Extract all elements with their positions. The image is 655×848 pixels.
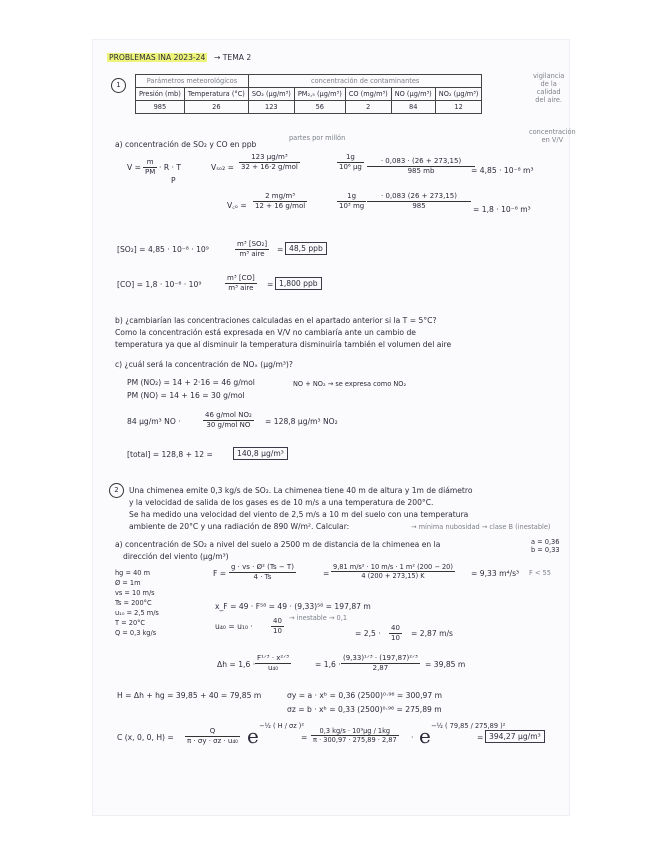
side-note-line: del aire. <box>535 96 563 104</box>
side-note-line: de la <box>540 80 557 88</box>
denominator: 2,87 <box>372 664 389 672</box>
p2-statement-line: y la velocidad de salida de los gases es de 10 m/s a una temperatura de 200°C. <box>129 498 434 507</box>
vso2-frac-3 <box>367 157 475 176</box>
table-cell: 123 <box>248 101 294 114</box>
p2-statement-line: Se ha medido una velocidad del viento de 2,5 m/s a 10 m del suelo con una temperatura <box>129 510 469 519</box>
side-note-line: en V/V <box>541 136 564 144</box>
denominator: PM <box>145 168 156 176</box>
equals-sign: = <box>277 245 284 254</box>
side-note-line: calidad <box>536 88 561 96</box>
vco-result: = 1,8 · 10⁻⁶ m³ <box>473 205 531 214</box>
denominator: u₄₀ <box>267 664 279 672</box>
p1-b-line: temperatura ya que al disminuir la temperatura disminuiría también el volumen del aire <box>115 340 452 349</box>
given-item: u₁₀ = 2,5 m/s <box>115 609 159 617</box>
so2-ppb-lhs: [SO₂] = 4,85 · 10⁻⁸ · 10⁹ <box>117 245 209 254</box>
p2-a-line: a) concentración de SO₂ a nivel del suelo a 2500 m de distancia de la chimenea en la <box>115 540 441 549</box>
denominator: 30 g/mol NO <box>206 421 251 429</box>
notebook-page <box>93 40 576 815</box>
p1-c-title: c) ¿cuál será la concentración de NOₓ (μg/m³)? <box>115 360 293 369</box>
dh-frac-1 <box>255 654 291 673</box>
side-note-2 <box>529 128 576 144</box>
c-result: 394,27 μg/m³ <box>485 730 545 743</box>
p2-statement-line: ambiente de 20°C y una radiación de 890 W/m². Calcular: <box>129 522 350 531</box>
u40-result: = 2,87 m/s <box>411 629 454 638</box>
table-header-cell: Temperatura (°C) <box>184 88 248 101</box>
c-conv-frac <box>203 411 254 430</box>
numerator: 0,3 kg/s · 10⁹μg / 1kg <box>311 727 399 736</box>
table-header-cell: SO₂ (μg/m³) <box>248 88 294 101</box>
numerator: 9,81 m/s² · 10 m/s · 1 m² (200 − 20) <box>333 563 453 571</box>
table-cell: 2 <box>345 101 391 114</box>
denominator: π · σy · σz · u₄₀ <box>187 737 238 745</box>
u40-frac <box>271 617 284 636</box>
numerator: · 0,083 (26 + 273,15) <box>367 192 471 202</box>
dh-frac-2 <box>341 654 420 673</box>
u40-lhs: u₄₀ = u₁₀ · <box>215 622 253 631</box>
table-group-pollutants: concentración de contaminantes <box>248 75 482 88</box>
c-conv-rhs: = 128,8 μg/m³ NO₂ <box>265 417 338 426</box>
denominator: 985 <box>412 202 426 210</box>
vco-label: V꜀ₒ = <box>227 201 247 210</box>
u40-frac-2 <box>389 624 402 643</box>
problem-2-number: 2 <box>109 483 124 498</box>
given-item: Ø = 1m <box>115 579 141 587</box>
denominator: 985 mb <box>407 167 435 175</box>
p1-c-note: NO + NO₂ → se expresa como NO₂ <box>293 380 407 388</box>
flux-lhs: F = <box>213 569 227 578</box>
numerator: m³ [SO₂] <box>237 240 268 248</box>
p1-b-line: b) ¿cambiarían las concentraciones calculadas en el apartado anterior si la T = 5°C? <box>115 316 437 325</box>
numerator: · 0,083 · (26 + 273,15) <box>367 157 475 167</box>
table-cell: 26 <box>184 101 248 114</box>
multiply-sign: · <box>411 733 414 742</box>
p1-b-line: Como la concentración está expresada en V/V no cambiaría ante un cambio de <box>115 328 416 337</box>
table-header-cell: Presión (mb) <box>136 88 185 101</box>
ideal-gas-p: P <box>171 176 176 185</box>
page-topic: → TEMA 2 <box>214 53 252 62</box>
vso2-label: Vₛₒ₂ = <box>211 163 234 172</box>
c-frac-2 <box>311 727 399 744</box>
exp-symbol: e <box>247 724 259 748</box>
coef-line: b = 0,33 <box>531 546 560 554</box>
denominator: 10 <box>391 634 400 642</box>
c-exponent-2: −½ ( 79,85 / 275,89 )² <box>431 722 506 730</box>
side-note-line: concentración <box>529 128 576 136</box>
denominator: 4 · Ts <box>253 573 272 581</box>
equals-sign: = <box>323 569 330 578</box>
denominator: 32 + 16·2 g/mol <box>241 163 298 171</box>
given-item: Ts = 200°C <box>115 599 152 607</box>
page-title: PROBLEMAS INA 2023-24 <box>109 53 206 62</box>
co-ppb-result: 1,800 ppb <box>275 277 322 290</box>
table-header-row <box>136 88 482 101</box>
co-ppb-lhs: [CO] = 1,8 · 10⁻⁶ · 10⁹ <box>117 280 202 289</box>
p2-a-line: dirección del viento (μg/m³) <box>123 552 229 561</box>
side-note-line: vigilancia <box>533 72 565 80</box>
p1-c-line: PM (NO) = 14 + 16 = 30 g/mol <box>127 391 245 400</box>
denominator: 4 (200 + 273,15) K <box>361 572 425 580</box>
sigma-y-line: σy = a · xᵇ = 0,36 (2500)⁰·⁹⁶ = 300,97 m <box>287 691 443 700</box>
numerator: 1g <box>337 153 364 163</box>
vco-frac-1 <box>253 192 307 211</box>
xf-line: x_F = 49 · F⁵⁸ = 49 · (9,33)⁵⁸ = 197,87 m <box>215 602 371 611</box>
exp-symbol: e <box>419 724 431 748</box>
parameters-table <box>135 74 482 114</box>
p1-c-line: PM (NO₂) = 14 + 2·16 = 46 g/mol <box>127 378 255 387</box>
vso2-frac-1 <box>239 153 300 172</box>
problem-1-number: 1 <box>111 78 126 93</box>
u40-note: → inestable → 0,1 <box>289 614 348 622</box>
denominator: 10⁶ μg <box>339 163 362 171</box>
denominator: 12 + 16 g/mol <box>255 202 306 210</box>
flux-frac-1 <box>229 563 296 582</box>
c-total-result: 140,8 μg/m³ <box>233 447 288 460</box>
flux-frac-2 <box>331 563 455 580</box>
givens-list <box>115 568 159 638</box>
table-cell: 56 <box>294 101 345 114</box>
numerator: Q <box>185 727 240 737</box>
denominator: m³ aire <box>239 250 265 258</box>
numerator: 40 <box>273 617 282 625</box>
table-header-cell: PM₂,₅ (μg/m³) <box>294 88 345 101</box>
given-item: Q = 0,3 kg/s <box>115 629 157 637</box>
c-frac-1 <box>185 727 240 746</box>
flux-note: F < 55 <box>529 569 551 577</box>
table-cell: 12 <box>435 101 482 114</box>
ideal-gas-rt: · R · T <box>159 163 181 172</box>
table-row <box>136 101 482 114</box>
ideal-gas-fraction <box>143 158 157 177</box>
table-header-cell: CO (mg/m³) <box>345 88 391 101</box>
denominator: π · 300,97 · 275,89 · 2,87 <box>313 736 397 744</box>
table-cell: 84 <box>391 101 435 114</box>
numerator: 1g <box>337 192 366 202</box>
vso2-result: = 4,85 · 10⁻⁸ m³ <box>471 166 534 175</box>
numerator: g · vs · Ø² (Ts − T) <box>231 563 294 571</box>
given-item: vs = 10 m/s <box>115 589 155 597</box>
p1-a-title: a) concentración de SO₂ y CO en ppb <box>115 140 257 149</box>
sigma-z-line: σz = b · xᵇ = 0,33 (2500)⁰·⁹⁶ = 275,89 m <box>287 705 442 714</box>
c-lhs: C (x, 0, 0, H) = <box>117 733 174 742</box>
denominator: 10³ mg <box>339 202 365 210</box>
numerator: F¹ᐟ³ · x²ᐟ³ <box>257 654 289 662</box>
c-conv-lhs: 84 μg/m³ NO · <box>127 417 181 426</box>
flux-result: = 9,33 m⁴/s³ <box>471 569 520 578</box>
table-group-meteo: Parámetros meteorológicos <box>136 75 249 88</box>
equals-sign: = <box>477 733 484 742</box>
c-exponent: −½ ( H / σz )² <box>259 722 305 730</box>
numerator: (9,33)¹ᐟ³ · (197,87)²ᐟ³ <box>343 654 418 662</box>
numerator: 40 <box>391 624 400 632</box>
stability-note: → mínima nubosidad → clase B (inestable) <box>411 523 551 531</box>
numerator: m <box>143 158 157 168</box>
table-header-cell: NO (μg/m³) <box>391 88 435 101</box>
numerator: 2 mg/m³ <box>253 192 307 202</box>
numerator: 123 μg/m³ <box>239 153 300 163</box>
denominator: 10 <box>273 627 282 635</box>
c-total-lhs: [total] = 128,8 + 12 = <box>127 450 213 459</box>
numerator: 46 g/mol NO₂ <box>205 411 252 419</box>
coef-note <box>531 538 560 554</box>
h-line: H = Δh + hg = 39,85 + 40 = 79,85 m <box>117 691 262 700</box>
equals-sign: = <box>301 733 308 742</box>
dh-result: = 39,85 m <box>425 660 466 669</box>
coef-line: a = 0,36 <box>531 538 560 546</box>
ideal-gas-lhs: V = <box>127 163 141 172</box>
equals-sign: = <box>267 280 274 289</box>
u40-rhs-pre: = 2,5 · <box>355 629 381 638</box>
p2-statement-line: Una chimenea emite 0,3 kg/s de SO₂. La chimenea tiene 40 m de altura y 1m de diámetro <box>129 486 473 495</box>
co-ppb-frac <box>225 274 257 293</box>
table-header-cell: NO₂ (μg/m³) <box>435 88 482 101</box>
denominator: m³ aire <box>228 284 254 292</box>
given-item: T = 20°C <box>115 619 146 627</box>
so2-ppb-frac <box>235 240 269 259</box>
so2-ppb-result: 48,5 ppb <box>285 242 327 255</box>
table-cell: 985 <box>136 101 185 114</box>
dh-lhs: Δh = 1,6 · <box>217 660 256 669</box>
numerator: m³ [CO] <box>227 274 255 282</box>
p1-a-note: partes por millón <box>289 134 346 142</box>
vso2-frac-2 <box>337 153 364 172</box>
vco-frac-3 <box>367 192 471 211</box>
vco-frac-2 <box>337 192 366 211</box>
side-note <box>533 72 564 104</box>
dh-rhs-pre: = 1,6 · <box>315 660 341 669</box>
given-item: hg = 40 m <box>115 569 150 577</box>
